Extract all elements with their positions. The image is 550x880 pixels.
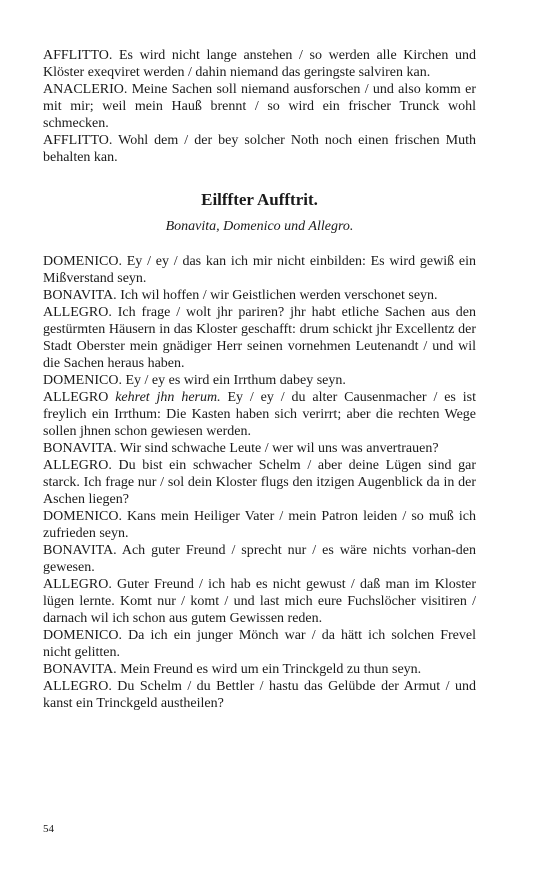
speaker-name: BONAVITA.: [43, 288, 117, 303]
dialogue-line: [43, 576, 476, 627]
scene-title: Eilffter Aufftrit.: [201, 190, 318, 209]
page-number: 54: [43, 823, 54, 835]
speaker-name: BONAVITA.: [43, 441, 117, 456]
speech-text: Ach guter Freund / sprecht nur / es wäre nichts vorhan-den gewesen.: [43, 543, 476, 575]
dialogue-line: [43, 253, 476, 287]
dialogue-line: [43, 508, 476, 542]
dialogue-line: [43, 304, 476, 372]
dialogue-line: [43, 132, 476, 166]
speaker-name: ALLEGRO.: [43, 679, 112, 694]
speaker-name: ALLEGRO.: [43, 305, 112, 320]
speaker-name: BONAVITA.: [43, 543, 117, 558]
speaker-name: BONAVITA.: [43, 662, 117, 677]
speaker-name: DOMENICO.: [43, 628, 122, 643]
speech-text: Du bist ein schwacher Schelm / aber deine Lügen sind gar starck. Ich frage nur / sol dein Kloster flugs den itzigen Augenblick da in der Aschen liegen?: [43, 458, 476, 507]
speech-text: Ich wil hoffen / wir Geistlichen werden verschonet seyn.: [116, 288, 438, 303]
dialogue-line: [43, 457, 476, 508]
speaker-name: ALLEGRO.: [43, 458, 112, 473]
speaker-name: AFFLITTO.: [43, 48, 113, 63]
dialogue-line: [43, 389, 476, 440]
speaker-name: DOMENICO.: [43, 373, 122, 388]
page-body: [43, 47, 476, 712]
speech-text: Ey / ey es wird ein Irrthum dabey seyn.: [121, 373, 346, 388]
speech-text: Guter Freund / ich hab es nicht gewust / daß man im Kloster lügen lernte. Komt nur / komt / und last mich eure Fuchslöcher visitiren / darnach wil ich schon aus gutem Gewissen reden.: [43, 577, 476, 626]
dialogue-line: [43, 661, 476, 678]
speech-text: Ey / ey / du alter Causenmacher / es ist freylich ein Irrthum: Die Kasten haben sich verirrt; aber die rechten Wege sollen jhnen schon gewiesen werden.: [43, 390, 476, 439]
speech-text: Kans mein Heiliger Vater / mein Patron leiden / so muß ich zufrieden seyn.: [43, 509, 476, 541]
dialogue-block-1: [43, 47, 476, 166]
speech-text: Ich frage / wolt jhr pariren? jhr habt etliche Sachen aus den gestürmten Häusern in das Kloster geschafft: drum schickt jhr Excellentz der Stadt Oberster mein gnädiger Herr seinen vornehmen Leutenandt / und wil die Sachen heraus haben.: [43, 305, 476, 371]
speech-text: Wir sind schwache Leute / wer wil uns was anvertrauen?: [116, 441, 439, 456]
dialogue-line: [43, 542, 476, 576]
speech-text: Wohl dem / der bey solcher Noth noch einen frischen Muth behalten kan.: [43, 133, 476, 165]
dialogue-line: [43, 47, 476, 81]
stage-direction: kehret jhn herum.: [108, 390, 221, 405]
speech-text: Ey / ey / das kan ich mir nicht einbilden: Es wird gewiß ein Mißverstand seyn.: [43, 254, 476, 286]
dialogue-line: [43, 440, 476, 457]
speech-text: Du Schelm / du Bettler / hastu das Gelübde der Armut / und kanst ein Trinckgeld austheilen?: [43, 679, 476, 711]
speech-text: Mein Freund es wird um ein Trinckgeld zu thun seyn.: [116, 662, 422, 677]
speaker-name: DOMENICO.: [43, 509, 122, 524]
dialogue-line: [43, 372, 476, 389]
speech-text: Da ich ein junger Mönch war / da hätt ich solchen Frevel nicht gelitten.: [43, 628, 476, 660]
speaker-name: DOMENICO.: [43, 254, 122, 269]
speaker-name: ALLEGRO.: [43, 577, 112, 592]
speaker-name: AFFLITTO.: [43, 133, 113, 148]
dialogue-line: [43, 287, 476, 304]
speech-text: Es wird nicht lange anstehen / so werden alle Kirchen und Klöster exeqviret werden / dahin niemand das geringste salviren kan.: [43, 48, 476, 80]
speaker-name: ANACLERIO.: [43, 82, 128, 97]
dialogue-line: [43, 678, 476, 712]
dialogue-line: [43, 627, 476, 661]
speech-text: Meine Sachen soll niemand ausforschen / und also komm er mit mir; weil mein Hauß brennt / so wird ein frischer Trunck wohl schmecken.: [43, 82, 476, 131]
dialogue-line: [43, 81, 476, 132]
speaker-name: ALLEGRO: [43, 390, 109, 405]
scene-persons: Bonavita, Domenico und Allegro.: [165, 219, 354, 234]
dialogue-block-2: [43, 253, 476, 712]
